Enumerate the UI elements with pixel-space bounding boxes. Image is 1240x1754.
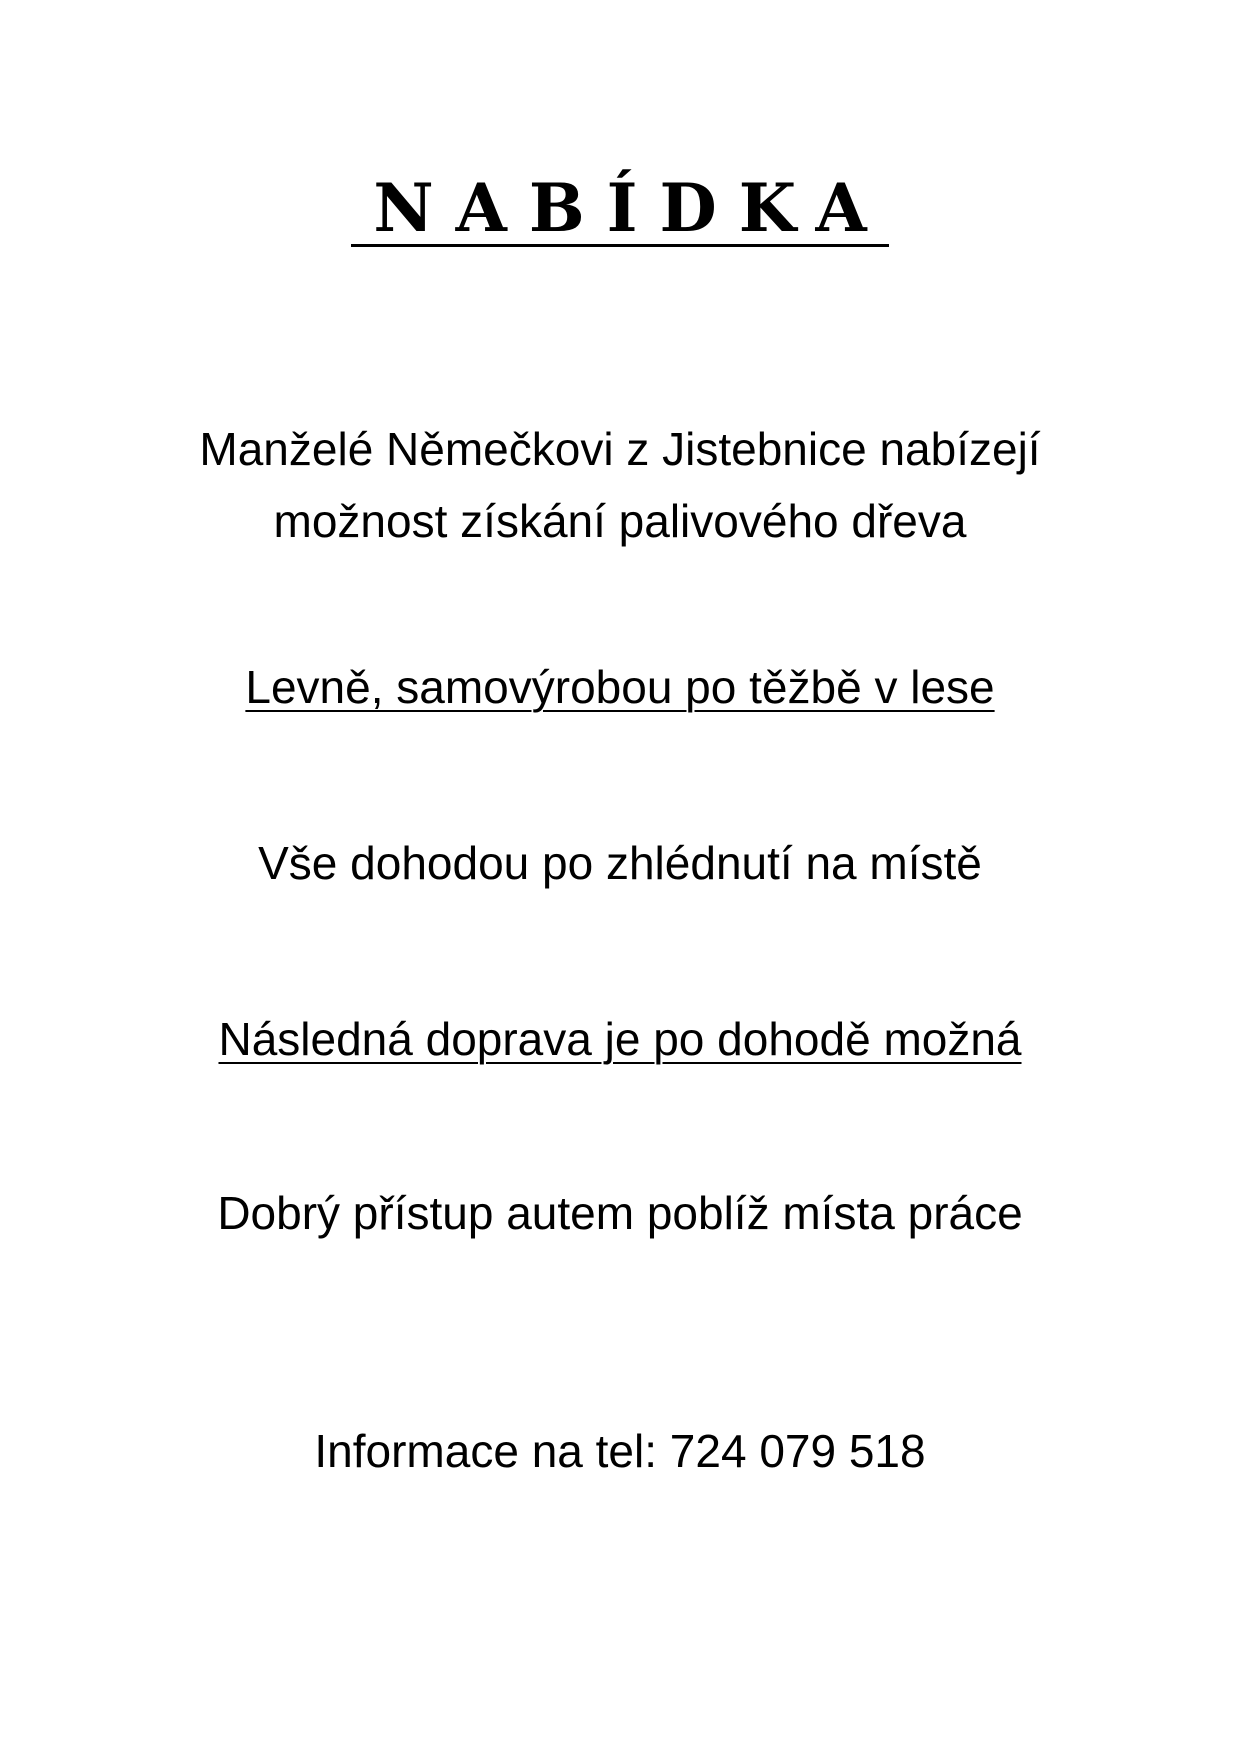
notice-title: NABÍDKA (351, 176, 888, 247)
access-line: Dobrý přístup autem poblíž místa práce (217, 1187, 1023, 1239)
intro-line-1: Manželé Němečkovi z Jistebnice nabízejí (199, 423, 1041, 475)
notice-title-row (0, 168, 1240, 248)
cheap-line-row (0, 651, 1240, 723)
transport-line: Následná doprava je po dohodě možná (218, 1013, 1022, 1065)
intro-line-2: možnost získání palivového dřeva (273, 495, 967, 547)
agreement-line: Vše dohodou po zhlédnutí na místě (258, 837, 982, 889)
transport-line-row (0, 1003, 1240, 1075)
cheap-line: Levně, samovýrobou po těžbě v lese (245, 661, 995, 713)
contact-line: Informace na tel: 724 079 518 (314, 1425, 926, 1477)
